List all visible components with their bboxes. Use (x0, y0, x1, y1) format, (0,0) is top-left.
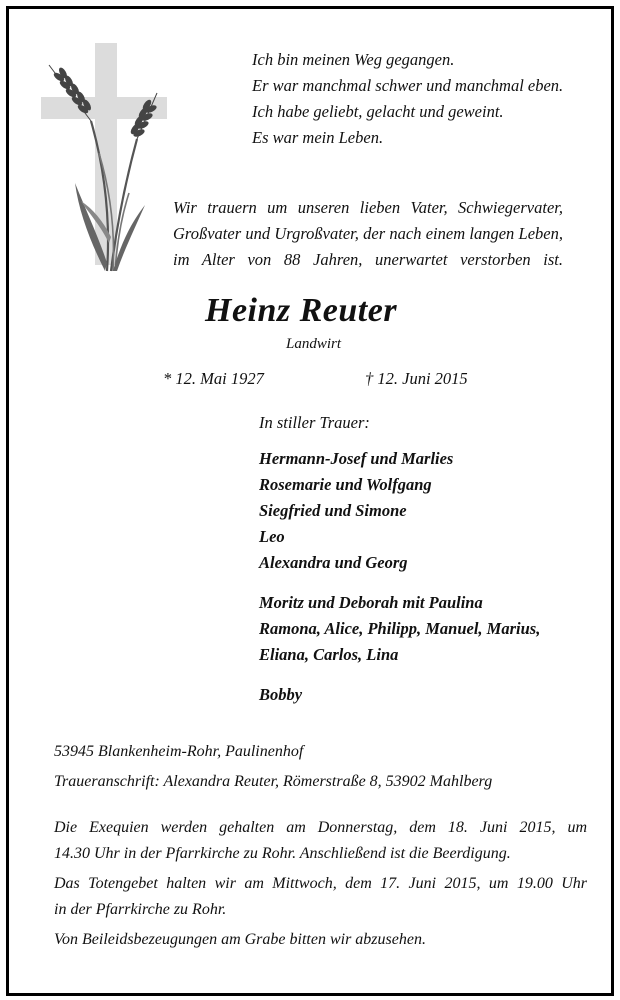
mourning-address: Traueranschrift: Alexandra Reuter, Römerstraße 8, 53902 Mahlberg (54, 773, 493, 790)
notice-line: Die Exequien werden gehalten am Donnerstag, dem 18. Juni 2015, um (54, 819, 587, 836)
poem (252, 47, 563, 151)
mourner-line: Leo (259, 527, 285, 546)
mourner-line: Eliana, Carlos, Lina (259, 645, 399, 664)
condolence-notice (54, 927, 587, 953)
intro-line: im Alter von 88 Jahren, unerwartet verstorben ist. (173, 250, 563, 269)
poem-line: Er war manchmal schwer und manchmal eben. (252, 76, 564, 95)
deceased-profession: Landwirt (286, 336, 342, 352)
mourner-line: Hermann-Josef und Marlies (259, 449, 454, 468)
notice-line: Das Totengebet halten wir am Mittwoch, dem 17. Juni 2015, um 19.00 Uhr (54, 875, 587, 892)
exequien-notice (54, 815, 587, 867)
death-date: † 12. Juni 2015 (365, 369, 468, 388)
notice-line: in der Pfarrkirche zu Rohr. (54, 901, 227, 918)
notices (54, 815, 587, 957)
mourner-line: Ramona, Alice, Philipp, Manuel, Marius, (259, 619, 541, 638)
mourner-line: Moritz und Deborah mit Paulina (259, 593, 483, 612)
intro-text (173, 195, 563, 273)
mourning-label: In stiller Trauer: (259, 413, 370, 432)
poem-line: Ich habe geliebt, gelacht und geweint. (252, 102, 504, 121)
other-mourner: Bobby (259, 685, 303, 704)
children-group (259, 446, 540, 576)
obituary-card (6, 6, 614, 996)
cross-with-wheat-icon (41, 43, 171, 273)
home-address: 53945 Blankenheim-Rohr, Paulinenhof (54, 743, 304, 760)
notice-line: Von Beileidsbezeugungen am Grabe bitten wir abzusehen. (54, 931, 426, 948)
grandchildren-group (259, 590, 540, 668)
intro-line: Großvater und Urgroßvater, der nach einem langen Leben, (173, 224, 563, 243)
mourners-list (259, 446, 540, 722)
intro-line: Wir trauern um unseren lieben Vater, Schwiegervater, (173, 198, 563, 217)
mourner-line: Alexandra und Georg (259, 553, 408, 572)
totengebet-notice (54, 871, 587, 923)
poem-line: Ich bin meinen Weg gegangen. (252, 50, 455, 69)
deceased-name: Heinz Reuter (205, 292, 398, 329)
poem-line: Es war mein Leben. (252, 128, 384, 147)
notice-line: 14.30 Uhr in der Pfarrkirche zu Rohr. Anschließend ist die Beerdigung. (54, 845, 511, 862)
mourner-line: Rosemarie und Wolfgang (259, 475, 432, 494)
mourner-line: Siegfried und Simone (259, 501, 407, 520)
birth-date: * 12. Mai 1927 (163, 369, 264, 388)
